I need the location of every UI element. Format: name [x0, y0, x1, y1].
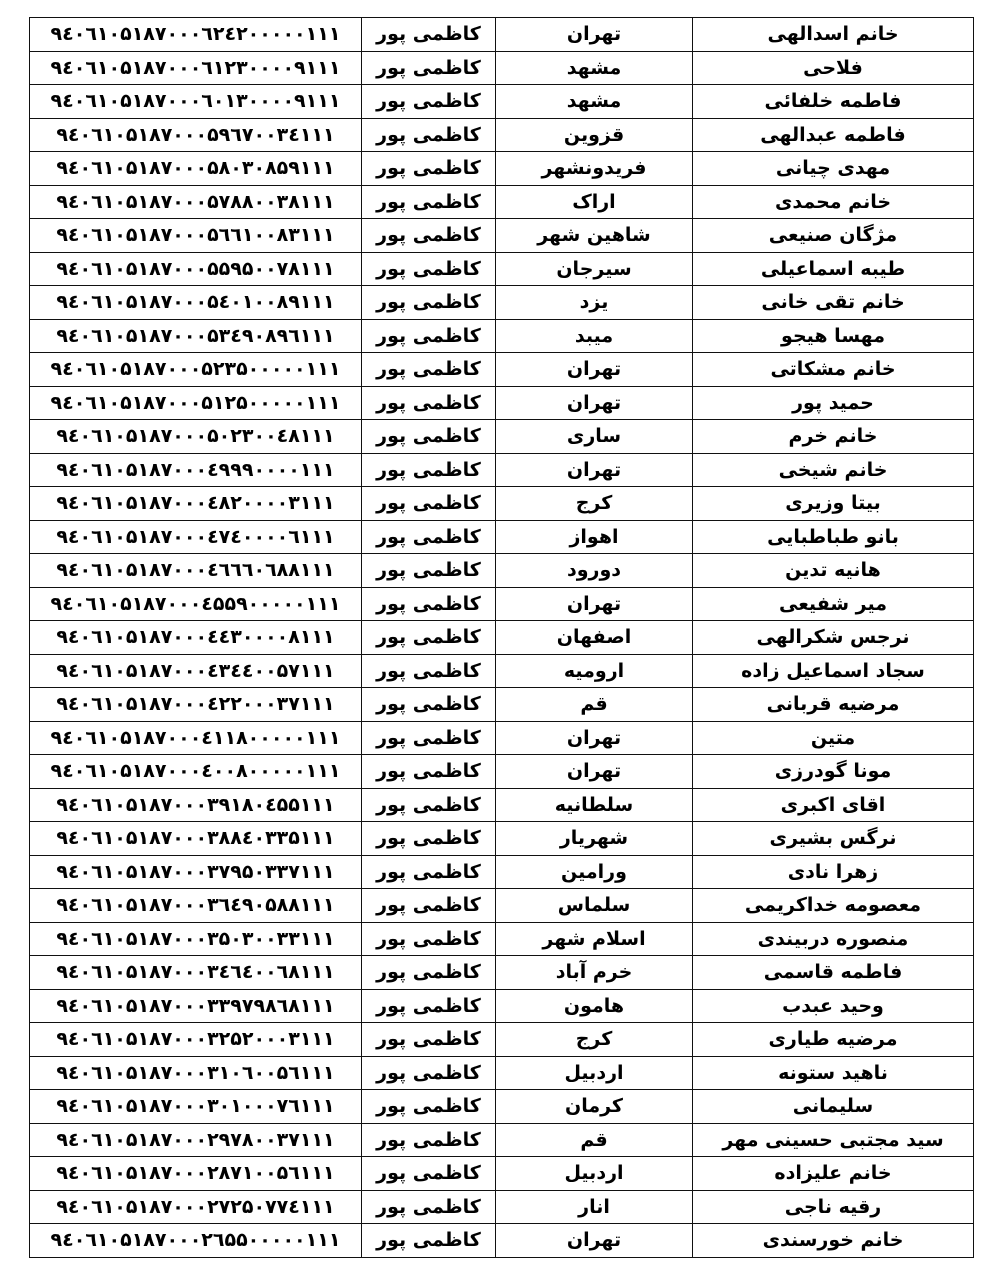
- name-cell: اقای اکبری: [693, 788, 974, 822]
- table-row: [30, 654, 974, 688]
- name-cell: مرضیه قربانی: [693, 688, 974, 722]
- code-cell: ۹٤۰٦۱۰۵۱۸۷۰۰۰۳٤٦٤۰۰٦۸۱۱۱: [30, 956, 362, 990]
- name-cell: سید مجتبی حسینی مهر: [693, 1123, 974, 1157]
- name-cell: متین: [693, 721, 974, 755]
- surname-cell: کاظمی پور: [362, 1056, 496, 1090]
- surname-cell: کاظمی پور: [362, 1023, 496, 1057]
- name-cell: نرگس بشیری: [693, 822, 974, 856]
- table-row: [30, 755, 974, 789]
- name-cell: منصوره دربیندی: [693, 922, 974, 956]
- table-row: [30, 85, 974, 119]
- name-cell: هانیه تدین: [693, 554, 974, 588]
- city-cell: یزد: [496, 286, 693, 320]
- table-row: [30, 420, 974, 454]
- table-row: [30, 185, 974, 219]
- name-cell: فاطمه خلفائی: [693, 85, 974, 119]
- table-row: [30, 286, 974, 320]
- code-cell: ۹٤۰٦۱۰۵۱۸۷۰۰۰۳۰۱۰۰۰۷٦۱۱۱: [30, 1090, 362, 1124]
- city-cell: اراک: [496, 185, 693, 219]
- surname-cell: کاظمی پور: [362, 922, 496, 956]
- city-cell: هامون: [496, 989, 693, 1023]
- code-cell: ۹٤۰٦۱۰۵۱۸۷۰۰۰٤۲۲۰۰۰۳۷۱۱۱: [30, 688, 362, 722]
- surname-cell: کاظمی پور: [362, 688, 496, 722]
- table-row: [30, 1157, 974, 1191]
- city-cell: قم: [496, 1123, 693, 1157]
- code-cell: ۹٤۰٦۱۰۵۱۸۷۰۰۰٤۷٤۰۰۰۰٦۱۱۱: [30, 520, 362, 554]
- surname-cell: کاظمی پور: [362, 1224, 496, 1258]
- code-cell: ۹٤۰٦۱۰۵۱۸۷۰۰۰٤٦٦٦۰٦۸۸۱۱۱: [30, 554, 362, 588]
- city-cell: تهران: [496, 353, 693, 387]
- city-cell: تهران: [496, 1224, 693, 1258]
- name-cell: زهرا نادی: [693, 855, 974, 889]
- table-row: [30, 554, 974, 588]
- table-row: [30, 922, 974, 956]
- table-row: [30, 1224, 974, 1258]
- city-cell: ارومیه: [496, 654, 693, 688]
- city-cell: خرم آباد: [496, 956, 693, 990]
- name-cell: نرجس شکرالهی: [693, 621, 974, 655]
- name-cell: طیبه اسماعیلی: [693, 252, 974, 286]
- code-cell: ۹٤۰٦۱۰۵۱۸۷۰۰۰٤۳٤٤۰۰۵۷۱۱۱: [30, 654, 362, 688]
- table-row: [30, 1090, 974, 1124]
- table-row: [30, 353, 974, 387]
- name-cell: فلاحی: [693, 51, 974, 85]
- code-cell: ۹٤۰٦۱۰۵۱۸۷۰۰۰۳۱۰٦۰۰۵٦۱۱۱: [30, 1056, 362, 1090]
- code-cell: ۹٤۰٦۱۰۵۱۸۷۰۰۰۵۳٤۹۰۸۹٦۱۱۱: [30, 319, 362, 353]
- name-cell: بیتا وزیری: [693, 487, 974, 521]
- surname-cell: کاظمی پور: [362, 252, 496, 286]
- table-row: [30, 989, 974, 1023]
- table-row: [30, 386, 974, 420]
- code-cell: ۹٤۰٦۱۰۵۱۸۷۰۰۰۲۹۷۸۰۰۳۷۱۱۱: [30, 1123, 362, 1157]
- city-cell: ساری: [496, 420, 693, 454]
- surname-cell: کاظمی پور: [362, 654, 496, 688]
- code-cell: ۹٤۰٦۱۰۵۱۸۷۰۰۰۵۰۲۳۰۰٤۸۱۱۱: [30, 420, 362, 454]
- code-cell: ۹٤۰٦۱۰۵۱۸۷۰۰۰۳۵۰۳۰۰۳۳۱۱۱: [30, 922, 362, 956]
- city-cell: دورود: [496, 554, 693, 588]
- city-cell: تهران: [496, 755, 693, 789]
- table-row: [30, 956, 974, 990]
- table-row: [30, 51, 974, 85]
- city-cell: اهواز: [496, 520, 693, 554]
- name-cell: مهدی چیانی: [693, 152, 974, 186]
- name-cell: مژگان صنیعی: [693, 219, 974, 253]
- name-cell: مرضیه طیاری: [693, 1023, 974, 1057]
- name-cell: بانو طباطبایی: [693, 520, 974, 554]
- surname-cell: کاظمی پور: [362, 755, 496, 789]
- code-cell: ۹٤۰٦۱۰۵۱۸۷۰۰۰۵۲۳۵۰۰۰۰۰۱۱۱: [30, 353, 362, 387]
- city-cell: انار: [496, 1190, 693, 1224]
- city-cell: تهران: [496, 587, 693, 621]
- surname-cell: کاظمی پور: [362, 51, 496, 85]
- city-cell: تهران: [496, 18, 693, 52]
- code-cell: ۹٤۰٦۱۰۵۱۸۷۰۰۰۳۹۱۸۰٤۵۵۱۱۱: [30, 788, 362, 822]
- code-cell: ۹٤۰٦۱۰۵۱۸۷۰۰۰٤۸۲۰۰۰۰۳۱۱۱: [30, 487, 362, 521]
- name-cell: وحید عبدب: [693, 989, 974, 1023]
- city-cell: سلماس: [496, 889, 693, 923]
- city-cell: اصفهان: [496, 621, 693, 655]
- table-row: [30, 688, 974, 722]
- surname-cell: کاظمی پور: [362, 18, 496, 52]
- name-cell: خانم محمدی: [693, 185, 974, 219]
- surname-cell: کاظمی پور: [362, 85, 496, 119]
- name-cell: خانم علیزاده: [693, 1157, 974, 1191]
- code-cell: ۹٤۰٦۱۰۵۱۸۷۰۰۰٦۰۱۳۰۰۰۰۹۱۱۱: [30, 85, 362, 119]
- city-cell: ورامین: [496, 855, 693, 889]
- code-cell: ۹٤۰٦۱۰۵۱۸۷۰۰۰٤۹۹۹۰۰۰۰۱۱۱: [30, 453, 362, 487]
- name-cell: مهسا هیجو: [693, 319, 974, 353]
- name-cell: خانم خرم: [693, 420, 974, 454]
- surname-cell: کاظمی پور: [362, 152, 496, 186]
- name-cell: خانم تقی خانی: [693, 286, 974, 320]
- surname-cell: کاظمی پور: [362, 1157, 496, 1191]
- name-cell: میر شفیعی: [693, 587, 974, 621]
- table-row: [30, 453, 974, 487]
- city-cell: مشهد: [496, 51, 693, 85]
- table-row: [30, 587, 974, 621]
- surname-cell: کاظمی پور: [362, 721, 496, 755]
- surname-cell: کاظمی پور: [362, 353, 496, 387]
- table-row: [30, 1056, 974, 1090]
- code-cell: ۹٤۰٦۱۰۵۱۸۷۰۰۰٦۱۲۳۰۰۰۰۹۱۱۱: [30, 51, 362, 85]
- table-row: [30, 1023, 974, 1057]
- name-cell: خانم خورسندی: [693, 1224, 974, 1258]
- table-row: [30, 252, 974, 286]
- surname-cell: کاظمی پور: [362, 520, 496, 554]
- code-cell: ۹٤۰٦۱۰۵۱۸۷۰۰۰۳۷۹۵۰۳۳۷۱۱۱: [30, 855, 362, 889]
- table-row: [30, 721, 974, 755]
- code-cell: ۹٤۰٦۱۰۵۱۸۷۰۰۰۲٦۵۵۰۰۰۰۰۱۱۱: [30, 1224, 362, 1258]
- city-cell: اسلام شهر: [496, 922, 693, 956]
- table-row: [30, 118, 974, 152]
- city-cell: تهران: [496, 721, 693, 755]
- code-cell: ۹٤۰٦۱۰۵۱۸۷۰۰۰۵۹٦۷۰۰۳٤۱۱۱: [30, 118, 362, 152]
- records-table: [29, 17, 974, 1258]
- code-cell: ۹٤۰٦۱۰۵۱۸۷۰۰۰۵۵۹۵۰۰۷۸۱۱۱: [30, 252, 362, 286]
- name-cell: خانم اسدالهی: [693, 18, 974, 52]
- surname-cell: کاظمی پور: [362, 822, 496, 856]
- surname-cell: کاظمی پور: [362, 118, 496, 152]
- city-cell: سیرجان: [496, 252, 693, 286]
- code-cell: ۹٤۰٦۱۰۵۱۸۷۰۰۰۵۱۲۵۰۰۰۰۰۱۱۱: [30, 386, 362, 420]
- table-row: [30, 621, 974, 655]
- surname-cell: کاظمی پور: [362, 286, 496, 320]
- name-cell: فاطمه قاسمی: [693, 956, 974, 990]
- name-cell: سلیمانی: [693, 1090, 974, 1124]
- code-cell: ۹٤۰٦۱۰۵۱۸۷۰۰۰۳۲۵۲۰۰۰۳۱۱۱: [30, 1023, 362, 1057]
- surname-cell: کاظمی پور: [362, 386, 496, 420]
- surname-cell: کاظمی پور: [362, 453, 496, 487]
- surname-cell: کاظمی پور: [362, 621, 496, 655]
- surname-cell: کاظمی پور: [362, 554, 496, 588]
- code-cell: ۹٤۰٦۱۰۵۱۸۷۰۰۰۵۸۰۳۰۸۵۹۱۱۱: [30, 152, 362, 186]
- name-cell: مونا گودرزی: [693, 755, 974, 789]
- city-cell: میبد: [496, 319, 693, 353]
- surname-cell: کاظمی پور: [362, 587, 496, 621]
- surname-cell: کاظمی پور: [362, 185, 496, 219]
- city-cell: کرمان: [496, 1090, 693, 1124]
- code-cell: ۹٤۰٦۱۰۵۱۸۷۰۰۰٦۲٤۲۰۰۰۰۰۱۱۱: [30, 18, 362, 52]
- city-cell: اردبیل: [496, 1056, 693, 1090]
- records-table-body: [30, 18, 974, 1258]
- name-cell: سجاد اسماعیل زاده: [693, 654, 974, 688]
- code-cell: ۹٤۰٦۱۰۵۱۸۷۰۰۰۵٤۰۱۰۰۸۹۱۱۱: [30, 286, 362, 320]
- code-cell: ۹٤۰٦۱۰۵۱۸۷۰۰۰۲۸۷۱۰۰۵٦۱۱۱: [30, 1157, 362, 1191]
- surname-cell: کاظمی پور: [362, 989, 496, 1023]
- city-cell: فریدونشهر: [496, 152, 693, 186]
- city-cell: شهریار: [496, 822, 693, 856]
- city-cell: مشهد: [496, 85, 693, 119]
- name-cell: خانم مشکاتی: [693, 353, 974, 387]
- surname-cell: کاظمی پور: [362, 855, 496, 889]
- city-cell: اردبیل: [496, 1157, 693, 1191]
- table-row: [30, 855, 974, 889]
- code-cell: ۹٤۰٦۱۰۵۱۸۷۰۰۰۵۷۸۸۰۰۳۸۱۱۱: [30, 185, 362, 219]
- surname-cell: کاظمی پور: [362, 487, 496, 521]
- surname-cell: کاظمی پور: [362, 420, 496, 454]
- code-cell: ۹٤۰٦۱۰۵۱۸۷۰۰۰٤۱۱۸۰۰۰۰۰۱۱۱: [30, 721, 362, 755]
- table-row: [30, 487, 974, 521]
- surname-cell: کاظمی پور: [362, 1090, 496, 1124]
- city-cell: قم: [496, 688, 693, 722]
- table-row: [30, 18, 974, 52]
- table-row: [30, 152, 974, 186]
- surname-cell: کاظمی پور: [362, 889, 496, 923]
- name-cell: خانم شیخی: [693, 453, 974, 487]
- city-cell: تهران: [496, 386, 693, 420]
- code-cell: ۹٤۰٦۱۰۵۱۸۷۰۰۰۳٦٤۹۰۵۸۸۱۱۱: [30, 889, 362, 923]
- table-row: [30, 1190, 974, 1224]
- table-row: [30, 319, 974, 353]
- surname-cell: کاظمی پور: [362, 956, 496, 990]
- name-cell: فاطمه عبدالهی: [693, 118, 974, 152]
- name-cell: ناهید ستونه: [693, 1056, 974, 1090]
- city-cell: تهران: [496, 453, 693, 487]
- code-cell: ۹٤۰٦۱۰۵۱۸۷۰۰۰۳۸۸٤۰۳۳۵۱۱۱: [30, 822, 362, 856]
- table-row: [30, 889, 974, 923]
- code-cell: ۹٤۰٦۱۰۵۱۸۷۰۰۰۳۳۹۷۹۸٦۸۱۱۱: [30, 989, 362, 1023]
- surname-cell: کاظمی پور: [362, 219, 496, 253]
- code-cell: ۹٤۰٦۱۰۵۱۸۷۰۰۰۲۷۲۵۰۷۷٤۱۱۱: [30, 1190, 362, 1224]
- name-cell: معصومه خداکریمی: [693, 889, 974, 923]
- table-row: [30, 520, 974, 554]
- city-cell: کرج: [496, 487, 693, 521]
- surname-cell: کاظمی پور: [362, 788, 496, 822]
- code-cell: ۹٤۰٦۱۰۵۱۸۷۰۰۰۵٦٦۱۰۰۸۳۱۱۱: [30, 219, 362, 253]
- code-cell: ۹٤۰٦۱۰۵۱۸۷۰۰۰٤۵۵۹۰۰۰۰۰۱۱۱: [30, 587, 362, 621]
- name-cell: حمید پور: [693, 386, 974, 420]
- surname-cell: کاظمی پور: [362, 1190, 496, 1224]
- surname-cell: کاظمی پور: [362, 1123, 496, 1157]
- code-cell: ۹٤۰٦۱۰۵۱۸۷۰۰۰٤٤۳۰۰۰۰۸۱۱۱: [30, 621, 362, 655]
- table-row: [30, 1123, 974, 1157]
- city-cell: قزوین: [496, 118, 693, 152]
- table-row: [30, 788, 974, 822]
- name-cell: رقیه ناجی: [693, 1190, 974, 1224]
- city-cell: سلطانیه: [496, 788, 693, 822]
- city-cell: کرج: [496, 1023, 693, 1057]
- table-row: [30, 219, 974, 253]
- surname-cell: کاظمی پور: [362, 319, 496, 353]
- table-row: [30, 822, 974, 856]
- city-cell: شاهین شهر: [496, 219, 693, 253]
- code-cell: ۹٤۰٦۱۰۵۱۸۷۰۰۰٤۰۰۸۰۰۰۰۰۱۱۱: [30, 755, 362, 789]
